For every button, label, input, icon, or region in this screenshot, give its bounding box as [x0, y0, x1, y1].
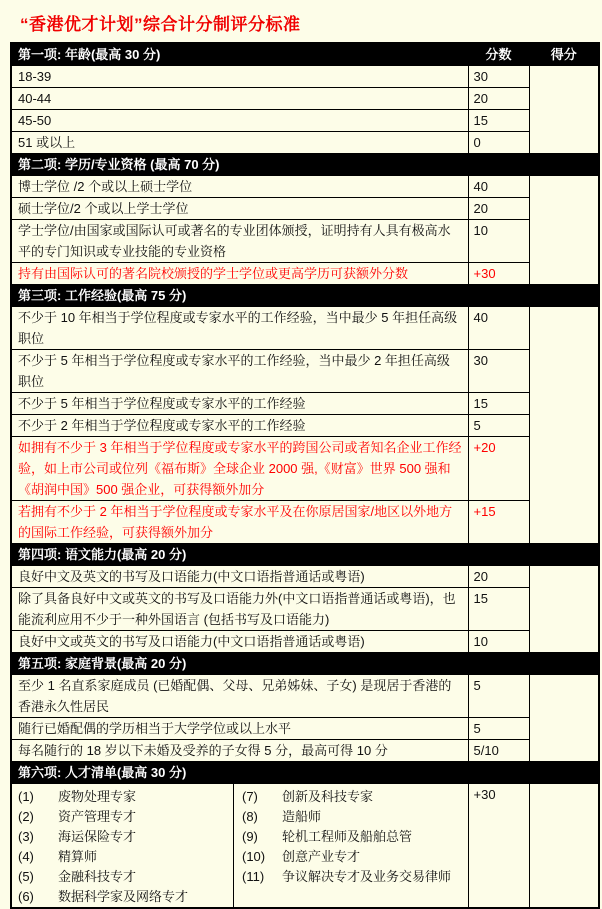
criteria-text: 51 或以上 [11, 132, 468, 154]
criteria-text: 良好中文或英文的书写及口语能力(中文口语指普通话或粤语) [11, 631, 468, 653]
talent-label: 资产管理专才 [58, 809, 137, 824]
talent-number: (10) [242, 849, 266, 864]
table-row [11, 220, 599, 263]
score-value: 15 [468, 110, 529, 132]
score-value: 5 [468, 718, 529, 740]
talent-label: 海运保险专才 [58, 829, 137, 844]
table-row [11, 88, 599, 110]
talent-number: (3) [18, 829, 34, 844]
earned-cell [529, 675, 599, 762]
earned-cell [529, 176, 599, 285]
score-value-bonus: +20 [468, 437, 529, 501]
list-item [234, 867, 468, 887]
table-row [11, 631, 599, 653]
table-row [11, 176, 599, 198]
talent-column-right [234, 784, 468, 907]
criteria-text: 45-50 [11, 110, 468, 132]
talent-number: (2) [18, 809, 34, 824]
list-item [12, 827, 233, 847]
section-header-label: 第一项: 年龄(最高 30 分) [11, 43, 468, 66]
criteria-text: 18-39 [11, 66, 468, 88]
score-value: 10 [468, 631, 529, 653]
talent-label: 争议解决专才及业务交易律师 [282, 869, 452, 884]
table-row-talent [11, 784, 599, 909]
earned-cell [529, 66, 599, 154]
page-title: “香港优才计划”综合计分制评分标准 [20, 15, 301, 34]
list-item [234, 827, 468, 847]
list-item [12, 887, 233, 907]
earned-cell [529, 566, 599, 653]
table-row-bonus [11, 501, 599, 544]
list-item [12, 787, 233, 807]
table-row [11, 740, 599, 762]
list-item [12, 867, 233, 887]
talent-label: 创新及科技专家 [282, 789, 374, 804]
table-row [11, 307, 599, 350]
score-value: 40 [468, 307, 529, 350]
talent-number: (9) [242, 829, 258, 844]
section-header-label: 第六项: 人才清单(最高 30 分) [11, 762, 599, 784]
table-row [11, 566, 599, 588]
section-header-talent-list [11, 762, 599, 784]
criteria-text: 良好中文及英文的书写及口语能力(中文口语指普通话或粤语) [11, 566, 468, 588]
criteria-text: 至少 1 名直系家庭成员 (已婚配偶、父母、兄弟姊妹、子女) 是现居于香港的香港永久性居民 [11, 675, 468, 718]
earned-cell [529, 784, 599, 909]
section-header-label: 第四项: 语文能力(最高 20 分) [11, 544, 599, 566]
section-header-work-experience [11, 285, 599, 307]
list-item [234, 787, 468, 807]
talent-label: 造船师 [282, 809, 322, 824]
criteria-text: 不少于 5 年相当于学位程度或专家水平的工作经验，当中最少 2 年担任高级职位 [11, 350, 468, 393]
score-value: 40 [468, 176, 529, 198]
talent-label: 创意产业专才 [282, 849, 361, 864]
talent-list-cell [11, 784, 468, 909]
criteria-text: 不少于 5 年相当于学位程度或专家水平的工作经验 [11, 393, 468, 415]
talent-number: (1) [18, 789, 34, 804]
criteria-text: 除了具备良好中文或英文的书写及口语能力外(中文口语指普通话或粤语)，也能流利应用不少于一种外国语言 (包括书写及口语能力) [11, 588, 468, 631]
criteria-text: 硕士学位/2 个或以上学士学位 [11, 198, 468, 220]
score-value: 15 [468, 588, 529, 631]
criteria-text: 40-44 [11, 88, 468, 110]
criteria-text-bonus: 若拥有不少于 2 年相当于学位程度或专家水平及在你原居国家/地区以外地方的国际工作经验，可获得额外加分 [11, 501, 468, 544]
criteria-text: 每名随行的 18 岁以下未婚及受养的子女得 5 分，最高可得 10 分 [11, 740, 468, 762]
score-value-bonus: +30 [468, 263, 529, 285]
section-header-education [11, 154, 599, 176]
score-value: 20 [468, 198, 529, 220]
talent-number: (7) [242, 789, 258, 804]
table-row [11, 198, 599, 220]
criteria-text-bonus: 持有由国际认可的著名院校颁授的学士学位或更高学历可获额外分数 [11, 263, 468, 285]
score-value: 20 [468, 566, 529, 588]
table-row [11, 66, 599, 88]
table-row [11, 415, 599, 437]
section-header-language [11, 544, 599, 566]
talent-number: (8) [242, 809, 258, 824]
section-header-label: 第三项: 工作经验(最高 75 分) [11, 285, 599, 307]
list-item [12, 847, 233, 867]
table-row [11, 718, 599, 740]
table-row [11, 588, 599, 631]
talent-label: 精算师 [58, 849, 98, 864]
score-value: 30 [468, 350, 529, 393]
score-value: +30 [468, 784, 529, 909]
talent-number: (5) [18, 869, 34, 884]
criteria-text: 不少于 10 年相当于学位程度或专家水平的工作经验，当中最少 5 年担任高级职位 [11, 307, 468, 350]
table-row [11, 675, 599, 718]
table-row-bonus [11, 263, 599, 285]
list-item [234, 847, 468, 867]
table-row [11, 350, 599, 393]
talent-number: (11) [242, 869, 265, 884]
talent-columns [12, 784, 468, 907]
table-row [11, 110, 599, 132]
criteria-text: 不少于 2 年相当于学位程度或专家水平的工作经验 [11, 415, 468, 437]
score-value: 30 [468, 66, 529, 88]
score-value: 10 [468, 220, 529, 263]
list-item [234, 807, 468, 827]
table-row [11, 393, 599, 415]
earned-column-header: 得分 [529, 43, 599, 66]
section-header-family [11, 653, 599, 675]
criteria-text: 随行已婚配偶的学历相当于大学学位或以上水平 [11, 718, 468, 740]
talent-label: 轮机工程师及船舶总管 [282, 829, 413, 844]
score-value: 15 [468, 393, 529, 415]
talent-column-left [12, 784, 234, 907]
talent-number: (6) [18, 889, 34, 904]
section-header-age [11, 43, 599, 66]
talent-label: 数据科学家及网络专才 [58, 889, 189, 904]
section-header-label: 第五项: 家庭背景(最高 20 分) [11, 653, 599, 675]
talent-number: (4) [18, 849, 34, 864]
criteria-text-bonus: 如拥有不少于 3 年相当于学位程度或专家水平的跨国公司或者知名企业工作经验，如上市公司或位列《福布斯》全球企业 2000 强,《财富》世界 500 强和《胡润中国》500 强企业，可获得额外加分 [11, 437, 468, 501]
score-value-bonus: +15 [468, 501, 529, 544]
scoring-table [10, 42, 600, 909]
criteria-text: 博士学位 /2 个或以上硕士学位 [11, 176, 468, 198]
score-value: 5 [468, 675, 529, 718]
list-item [12, 807, 233, 827]
score-column-header: 分数 [468, 43, 529, 66]
talent-label: 废物处理专家 [58, 789, 137, 804]
section-header-label: 第二项: 学历/专业资格 (最高 70 分) [11, 154, 599, 176]
score-value: 0 [468, 132, 529, 154]
score-value: 20 [468, 88, 529, 110]
table-row [11, 132, 599, 154]
table-row-bonus [11, 437, 599, 501]
score-value: 5 [468, 415, 529, 437]
score-value: 5/10 [468, 740, 529, 762]
earned-cell [529, 307, 599, 544]
criteria-text: 学士学位/由国家或国际认可或著名的专业团体颁授，证明持有人具有极高水平的专门知识或专业技能的专业资格 [11, 220, 468, 263]
talent-label: 金融科技专才 [58, 869, 137, 884]
